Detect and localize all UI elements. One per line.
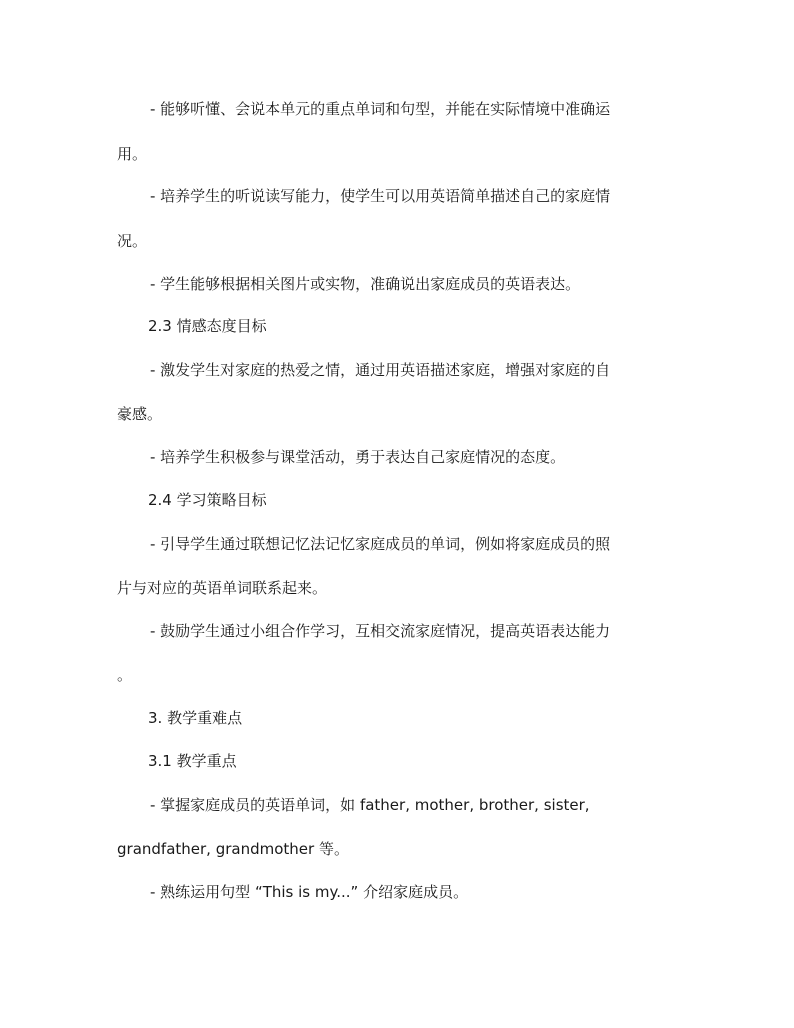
paragraph-line-13: - 掌握家庭成员的英语单词，如 father, mother, brother, sister,	[150, 796, 590, 814]
section-heading-3: 3. 教学重难点	[148, 709, 243, 727]
section-heading-2-4: 2.4 学习策略目标	[148, 491, 267, 509]
paragraph-line-7: 豪感。	[117, 405, 163, 423]
paragraph-line-5: - 学生能够根据相关图片或实物，准确说出家庭成员的英语表达。	[150, 275, 581, 293]
paragraph-line-8: - 培养学生积极参与课堂活动，勇于表达自己家庭情况的态度。	[150, 448, 566, 466]
paragraph-line-3: - 培养学生的听说读写能力，使学生可以用英语简单描述自己的家庭情	[150, 187, 611, 205]
paragraph-line-4: 况。	[117, 232, 148, 250]
section-heading-3-1: 3.1 教学重点	[148, 752, 237, 770]
paragraph-line-1: - 能够听懂、会说本单元的重点单词和句型，并能在实际情境中准确运	[150, 100, 611, 118]
section-heading-2-3: 2.3 情感态度目标	[148, 317, 267, 335]
paragraph-line-14: grandfather, grandmother 等。	[117, 840, 349, 858]
paragraph-line-12: 。	[117, 666, 133, 684]
paragraph-line-2: 用。	[117, 145, 148, 163]
paragraph-line-11: - 鼓励学生通过小组合作学习，互相交流家庭情况，提高英语表达能力	[150, 622, 611, 640]
paragraph-line-6: - 激发学生对家庭的热爱之情，通过用英语描述家庭，增强对家庭的自	[150, 361, 611, 379]
paragraph-line-10: 片与对应的英语单词联系起来。	[117, 579, 328, 597]
paragraph-line-9: - 引导学生通过联想记忆法记忆家庭成员的单词，例如将家庭成员的照	[150, 535, 611, 553]
paragraph-line-15: - 熟练运用句型 “This is my...” 介绍家庭成员。	[150, 883, 469, 901]
